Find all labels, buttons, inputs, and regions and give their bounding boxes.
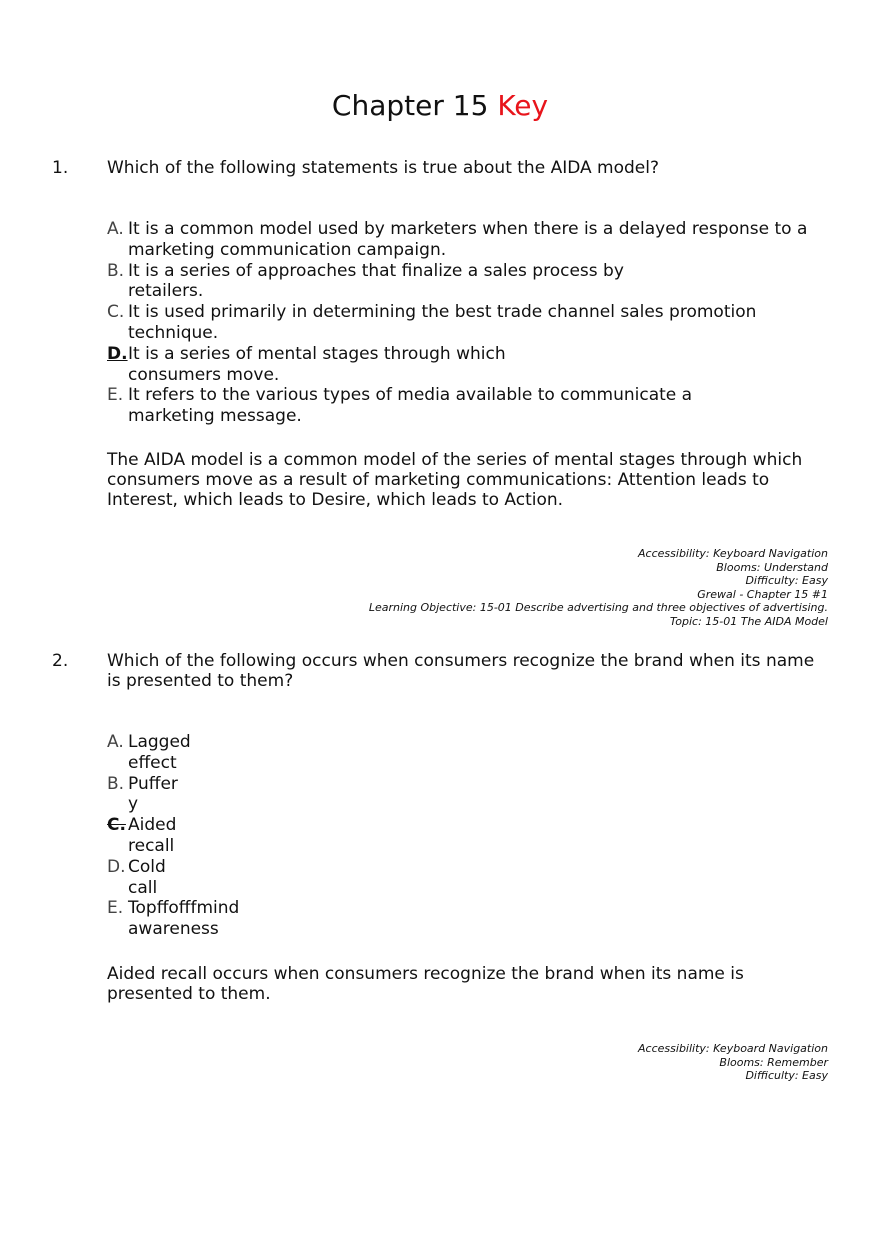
option-text-line2: y xyxy=(128,794,139,815)
question-1-options xyxy=(107,219,822,427)
option-letter: C. xyxy=(107,302,125,323)
option-text-line1: Aided xyxy=(128,815,177,836)
option-letter: A. xyxy=(107,219,124,239)
option-text-line2: technique. xyxy=(128,322,219,343)
option-text-line1: Lagged xyxy=(128,732,191,752)
question-2-option-d xyxy=(107,857,307,899)
option-text-line2: call xyxy=(128,877,158,898)
option-text-line2: marketing message. xyxy=(128,406,302,427)
question-2-explanation: Aided recall occurs when consumers recognize the brand when its name is presented to them. xyxy=(107,964,744,1004)
question-2-metadata xyxy=(638,1042,828,1083)
meta-blooms: Blooms: Remember xyxy=(719,1055,828,1069)
option-text-line2: recall xyxy=(128,835,175,856)
option-letter-correct: D. xyxy=(107,343,128,364)
option-text-line1: Puffer xyxy=(128,773,178,794)
question-1-number: 1. xyxy=(52,158,69,178)
option-letter: E. xyxy=(107,898,124,919)
option-text-line1: Cold xyxy=(128,856,166,877)
question-2-options xyxy=(107,732,307,940)
question-1-option-d-correct xyxy=(107,344,822,386)
meta-accessibility: Accessibility: Keyboard Navigation xyxy=(638,1042,828,1055)
question-1-explanation: The AIDA model is a common model of the series of mental stages through which consumers move as a result of marketing communications: Attention leads to Interest, which leads to Desire, which leads to Action. xyxy=(107,450,803,510)
meta-accessibility: Accessibility: Keyboard Navigation xyxy=(638,547,828,560)
option-text-line2: awareness xyxy=(128,919,219,940)
option-text-line1: It is a series of approaches that finalize a sales process by xyxy=(128,260,624,281)
option-letter: B. xyxy=(107,773,125,794)
question-2-option-b xyxy=(107,774,307,816)
question-2-option-e xyxy=(107,898,307,940)
option-text-line1: It is used primarily in determining the best trade channel sales promotion xyxy=(128,302,757,323)
question-2-option-a xyxy=(107,732,307,774)
option-text-line2: effect xyxy=(128,752,177,773)
meta-difficulty: Difficulty: Easy xyxy=(745,574,828,587)
question-1-metadata xyxy=(369,547,828,628)
option-text-line1: It refers to the various types of media available to communicate a xyxy=(128,385,693,406)
option-text-line1: Topffofffmind xyxy=(128,898,240,919)
option-letter: A. xyxy=(107,732,124,752)
title-main: Chapter 15 xyxy=(331,89,489,122)
option-text-line1: It is a common model used by marketers when there is a delayed response to a xyxy=(128,219,808,239)
meta-source: Grewal - Chapter 15 #1 xyxy=(697,587,828,601)
meta-difficulty: Difficulty: Easy xyxy=(745,1069,828,1082)
question-2-number: 2. xyxy=(52,651,69,671)
option-text-line2: marketing communication campaign. xyxy=(128,239,447,260)
question-2-option-c-correct xyxy=(107,815,307,857)
option-text-line2: retailers. xyxy=(128,281,204,302)
question-1-text: Which of the following statements is true about the AIDA model? xyxy=(107,158,659,178)
option-letter: E. xyxy=(107,385,124,406)
question-1-option-a xyxy=(107,219,822,261)
question-1-option-c xyxy=(107,302,822,344)
option-letter: B. xyxy=(107,260,125,281)
meta-blooms: Blooms: Understand xyxy=(716,560,828,574)
option-text-line1: It is a series of mental stages through which xyxy=(128,343,506,364)
option-letter: D. xyxy=(107,856,126,877)
question-2-text: Which of the following occurs when consumers recognize the brand when its name is presented to them? xyxy=(107,651,815,691)
meta-learning-objective: Learning Objective: 15-01 Describe advertising and three objectives of advertising. xyxy=(368,601,828,614)
question-1-option-b xyxy=(107,261,822,303)
option-letter-correct: C. xyxy=(107,815,126,836)
option-text-line2: consumers move. xyxy=(128,364,280,385)
meta-topic: Topic: 15-01 The AIDA Model xyxy=(669,614,828,628)
question-1-option-e xyxy=(107,385,822,427)
title-key: Key xyxy=(497,89,549,122)
page-title xyxy=(0,88,880,124)
